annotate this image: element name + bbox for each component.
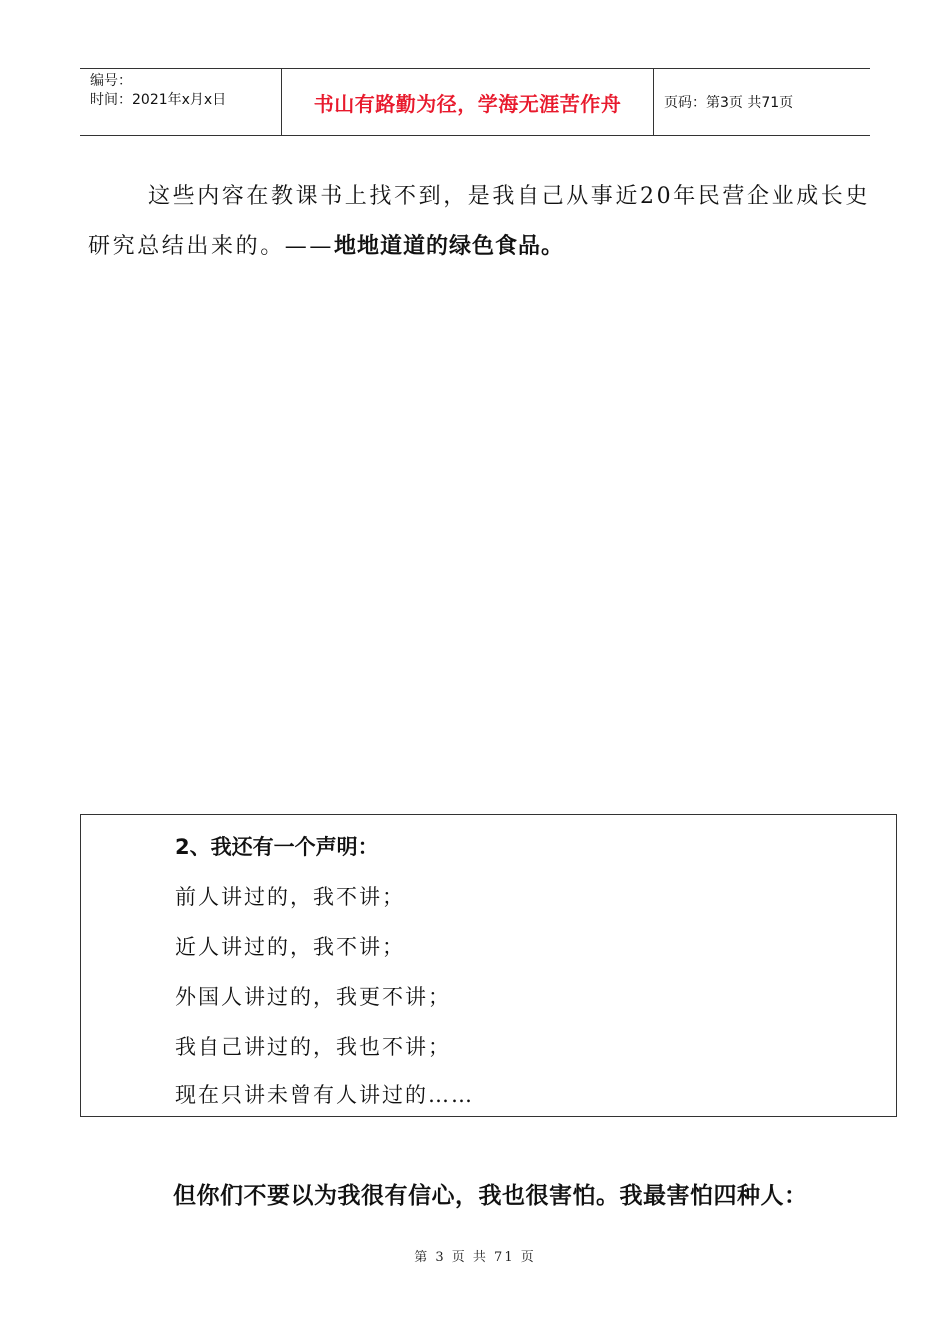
page-header	[80, 68, 870, 136]
statement-line: 外国人讲过的，我更不讲；	[175, 985, 451, 1009]
page-footer: 第 3 页 共 71 页	[414, 1250, 536, 1265]
statement-title: 2、我还有一个声明：	[175, 835, 379, 859]
doc-number-label: 编号：	[90, 73, 132, 89]
statement-line: 现在只讲未曾有人讲过的……	[175, 1083, 474, 1107]
header-meta	[80, 69, 282, 135]
doc-time-label: 时间：2021年x月x日	[90, 92, 227, 108]
intro-text: 这些内容在教课书上找不到，是我自己从事近20年民营企业成长史研究总结出来的。——	[88, 184, 870, 259]
statement-box	[80, 814, 897, 1117]
statement-line: 近人讲过的，我不讲；	[175, 935, 405, 959]
closing-sentence: 但你们不要以为我很有信心，我也很害怕。我最害怕四种人：	[173, 1183, 808, 1209]
statement-line: 我自己讲过的，我也不讲；	[175, 1035, 451, 1059]
intro-bold-text: 地地道道的绿色食品。	[334, 234, 565, 259]
statement-line: 前人讲过的，我不讲；	[175, 885, 405, 909]
header-page-info: 页码：第3页 共71页	[664, 95, 794, 111]
header-motto: 书山有路勤为径，学海无涯苦作舟	[282, 69, 654, 135]
intro-paragraph	[88, 172, 878, 272]
